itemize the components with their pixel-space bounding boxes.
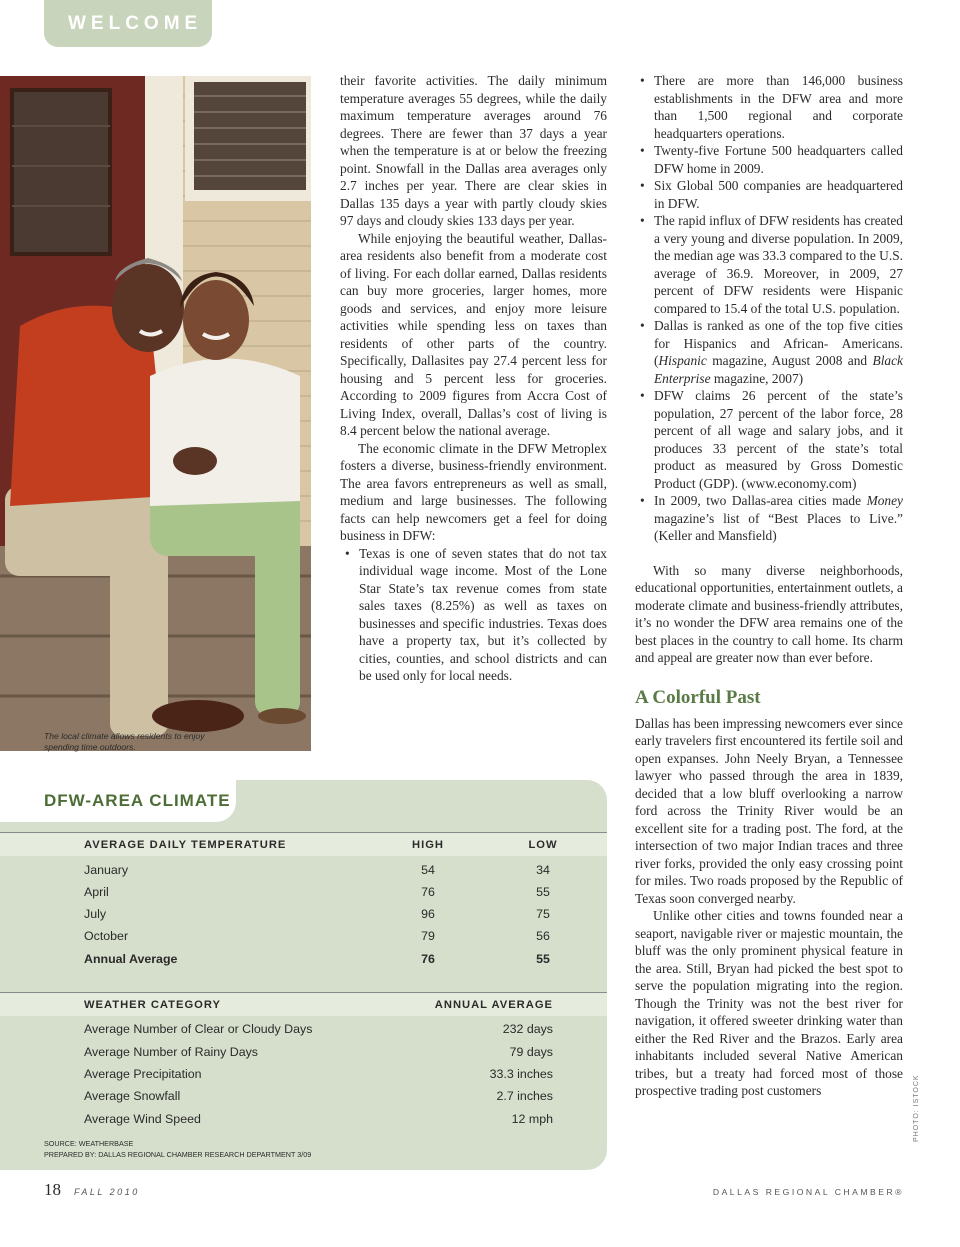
- table-row: Average Snowfall 2.7 inches: [84, 1089, 553, 1103]
- list-item: • There are more than 146,000 business establishments in the DFW area and more than 1,500 regional and corporate headquarters operations.: [635, 72, 903, 142]
- weather-table-header: WEATHER CATEGORY ANNUAL AVERAGE: [0, 992, 607, 1016]
- climate-panel: [0, 780, 607, 1170]
- list-item: • In 2009, two Dallas-area cities made Money magazine’s list of “Best Places to Live.” (Keller and Mansfield): [635, 492, 903, 545]
- list-item: • The rapid influx of DFW residents has created a very young and diverse population. In 2009, the median age was 33.3 compared to the U.S. average of 36.9. Moreover, in 2009, 27 percent of DFW residents were Hispanic compared to 15.4 of the total U.S. population.: [635, 212, 903, 317]
- table-row: October 79 56: [84, 929, 550, 943]
- list-item: • Texas is one of seven states that do not tax individual wage income. Most of the Lone Star State’s tax revenue comes from state sales taxes (8.25%) as well as taxes on businesses and specific industries. Texas does have a property tax, but it’s collected by cities, counties, and school districts and can be used only for local needs.: [340, 545, 607, 685]
- list-item: • Twenty-five Fortune 500 headquarters called DFW home in 2009.: [635, 142, 903, 177]
- photo-caption: The local climate allows residents to enjoy spending time outdoors.: [44, 731, 205, 752]
- issue-label: FALL 2010: [74, 1187, 140, 1197]
- business-facts-list: [340, 545, 607, 685]
- temperature-table-header: AVERAGE DAILY TEMPERATURE HIGH LOW: [0, 832, 607, 856]
- table-row: Average Number of Rainy Days 79 days: [84, 1045, 553, 1059]
- paragraph: their favorite activities. The daily minimum temperature averages 55 degrees, while the daily maximum temperature averages around 76 degrees. There are fewer than 37 days a year when the temperature is at or below the freezing point. Snowfall in the Dallas area averages only 2.7 inches per year. There are clear skies in Dallas 135 days a year with partly cloudy skies 97 days and cloudy skies 133 days per year.: [340, 73, 607, 228]
- list-item: • Dallas is ranked as one of the top five cities for Hispanics and African- Americans. (Hispanic magazine, August 2008 and Black Enterprise magazine, 2007): [635, 317, 903, 387]
- table-row-annual-average: Annual Average 76 55: [84, 952, 550, 966]
- business-facts-list-continued: [635, 72, 903, 545]
- list-item: • Six Global 500 companies are headquartered in DFW.: [635, 177, 903, 212]
- section-heading: A Colorful Past: [635, 686, 761, 708]
- photo-credit: PHOTO: ISTOCK: [913, 1074, 920, 1142]
- table-row: April 76 55: [84, 885, 550, 899]
- publisher-label: DALLAS REGIONAL CHAMBER®: [712, 1187, 904, 1197]
- table-source: SOURCE: WEATHERBASE PREPARED BY: DALLAS REGIONAL CHAMBER RESEARCH DEPARTMENT 3/09: [44, 1139, 312, 1159]
- table-row: Average Number of Clear or Cloudy Days 232 days: [84, 1022, 553, 1036]
- list-item: • DFW claims 26 percent of the state’s population, 27 percent of the labor force, 28 percent of all wage and salary jobs, and it produces 33 percent of the state’s total product as measured by Gross Domestic Product (GDP). (www.economy.com): [635, 387, 903, 492]
- paragraph: While enjoying the beautiful weather, Dallas-area residents also benefit from a moderate cost of living. For each dollar earned, Dallas residents can buy more groceries, larger homes, more goods and services, and enjoy more leisure activities while spending less on taxes than residents of other parts of the country. Specifically, Dallasites pay 27.4 percent less for housing and 5 percent less for groceries. According to 2009 figures from Accra Cost of Living Index, overall, Dallas’s cost of living is 8.4 percent below the national average.: [340, 230, 607, 438]
- table-row: July 96 75: [84, 907, 550, 921]
- table-row: January 54 34: [84, 863, 550, 877]
- paragraph: Unlike other cities and towns founded near a seaport, navigable river or majestic mountain, the bluff was the only prominent physical feature in the area. Still, Bryan had picked the best spot to serve the population migrating into the region. Though the Trinity was not the best river for navigation, it offered sweeter drinking water than either the Red River and the Brazos. Early area inhabitants included several Native American tribes, but a treaty had forced most of those prospective trading post customers: [635, 908, 903, 1098]
- table-row: Average Wind Speed 12 mph: [84, 1112, 553, 1126]
- couple-photo: [0, 76, 311, 751]
- paragraph: With so many diverse neighborhoods, educational opportunities, entertainment outlets, a moderate climate and business-friendly attributes, it’s no wonder the DFW area remains one of the best places in the country to call home. Its charm and appeal are greater now than ever before.: [635, 562, 903, 665]
- paragraph: Dallas has been impressing newcomers ever since early travelers first encountered its fertile soil and open expanses. John Neely Bryan, a Tennessee lawyer who passed through the area in 1839, decided that a low bluff overlooking a narrow ford across the Trinity River would be an excellent site for a trading post. The ford, at the intersection of two major Indian traces and three river forks, provided the only easy crossing point for miles. Two roads proposed by the Republic of Texas soon converged nearby.: [635, 715, 903, 906]
- table-row: Average Precipitation 33.3 inches: [84, 1067, 553, 1081]
- paragraph: The economic climate in the DFW Metroplex fosters a diverse, business-friendly environment. The area favors entrepreneurs as well as small, medium and large businesses. The following facts can help newcomers get a feel for doing business in DFW:: [340, 440, 607, 543]
- article-column-right: [635, 72, 903, 1100]
- page-number: 18: [44, 1180, 61, 1199]
- climate-title: DFW-AREA CLIMATE: [0, 780, 236, 822]
- section-tab: WELCOME: [44, 0, 212, 47]
- article-column-middle: [340, 72, 607, 685]
